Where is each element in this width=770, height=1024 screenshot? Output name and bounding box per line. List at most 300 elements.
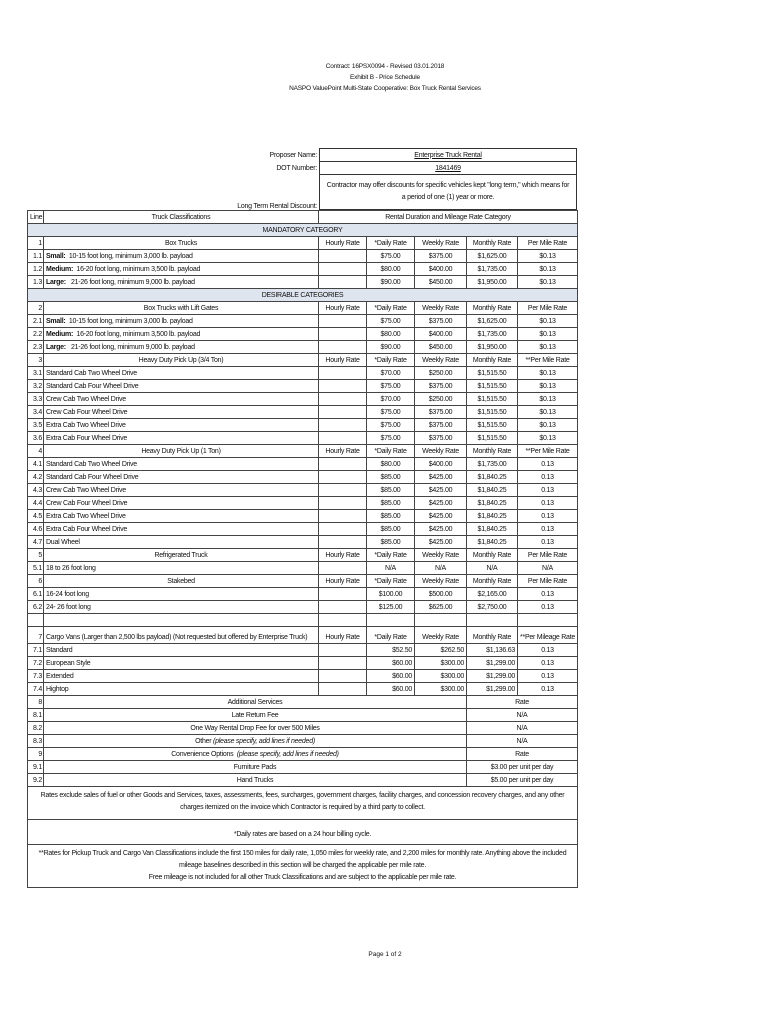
classification [44,419,319,432]
hourly-rate [319,471,367,484]
classification [44,549,319,562]
daily-rate: $80.00 [367,263,415,276]
line-number: 8.3 [28,735,44,748]
weekly-rate: Weekly Rate [415,549,467,562]
free-mileage-note: Free mileage is not included for all other Truck Classifications and are subject to the applicable per mile rate. [148,874,457,881]
classification-label: 16-24 foot long [46,590,89,598]
daily-rate: $80.00 [367,328,415,341]
line-number: 3.4 [28,406,44,419]
hourly-rate [319,588,367,601]
hourly-rate [319,458,367,471]
per-mile-rate: $0.13 [518,367,578,380]
service-description [44,748,467,761]
service-row [28,774,578,787]
line-number: 5.1 [28,562,44,575]
page-number: Page 1 of 2 [368,951,402,958]
daily-rate: $75.00 [367,419,415,432]
contract-line: Contract: 16PSX0094 - Revised 03.01.2018 [325,63,445,70]
daily-rate: $75.00 [367,250,415,263]
hourly-rate [319,657,367,670]
hourly-rate: Hourly Rate [319,237,367,250]
monthly-rate: $1,735.00 [467,263,518,276]
per-mile-rate: 0.13 [518,536,578,549]
line-number: 7 [28,627,44,644]
dot-number-value: 1841469 [320,162,577,175]
per-mile-rate: 0.13 [518,471,578,484]
line-number: 6.2 [28,601,44,614]
classification [44,445,319,458]
table-row [28,458,578,471]
line-number: 3 [28,354,44,367]
hourly-rate [319,670,367,683]
line-number: 9.1 [28,761,44,774]
monthly-rate: Monthly Rate [467,302,518,315]
service-description [44,696,467,709]
table-row [28,683,578,696]
hourly-rate [319,406,367,419]
hourly-rate [319,393,367,406]
monthly-rate: $1,625.00 [467,315,518,328]
monthly-rate: $1,840.25 [467,497,518,510]
daily-rate: $70.00 [367,393,415,406]
service-rate: N/A [467,709,578,722]
classification [44,302,319,315]
hourly-rate: Hourly Rate [319,627,367,644]
line-number: 5 [28,549,44,562]
hourly-rate: Hourly Rate [319,549,367,562]
per-mile-rate: 0.13 [518,510,578,523]
classification-label: 16-20 foot long, minimum 3,500 lb. payload [73,265,201,273]
line-number: 4.7 [28,536,44,549]
hourly-rate [319,510,367,523]
group-header-row [28,549,578,562]
daily-rate: *Daily Rate [367,549,415,562]
hourly-rate: Hourly Rate [319,445,367,458]
monthly-rate: N/A [467,562,518,575]
monthly-rate: Monthly Rate [467,445,518,458]
table-row [28,432,578,445]
classification-label: 18 to 26 foot long [46,564,96,572]
daily-rate: $52.50 [367,644,415,657]
proposer-name-label: Proposer Name: [269,151,317,159]
daily-rate: $85.00 [367,510,415,523]
size-label: Small: [46,252,66,260]
daily-rate: $60.00 [367,683,415,696]
classification [44,315,319,328]
table-row [28,601,578,614]
classification [44,471,319,484]
line-number: 6.1 [28,588,44,601]
line-number: 7.2 [28,657,44,670]
table-row [28,670,578,683]
line-number: 1.1 [28,250,44,263]
group-header-row [28,575,578,588]
line-number: 3.1 [28,367,44,380]
classification-label: Crew Cab Four Wheel Drive [46,499,128,507]
weekly-rate: Weekly Rate [415,354,467,367]
per-mile-rate: $0.13 [518,406,578,419]
line-number: 8 [28,696,44,709]
classification-label: 10-15 foot long, minimum 3,000 lb. payload [65,252,193,260]
per-mile-rate: 0.13 [518,458,578,471]
daily-rate: $80.00 [367,458,415,471]
weekly-rate: $375.00 [415,380,467,393]
daily-rate: $85.00 [367,536,415,549]
hourly-rate [319,341,367,354]
classification [44,657,319,670]
daily-rate: *Daily Rate [367,354,415,367]
service-description [44,735,467,748]
classification-label: Hightop [46,685,69,693]
service-label: Additional Services [227,698,283,706]
monthly-rate: Monthly Rate [467,354,518,367]
line-number: 2.3 [28,341,44,354]
weekly-rate: $425.00 [415,497,467,510]
classification [44,237,319,250]
classification [44,276,319,289]
per-mile-rate: 0.13 [518,497,578,510]
hourly-rate [319,484,367,497]
hourly-rate [319,315,367,328]
per-mile-rate: **Per Mileage Rate [518,627,578,644]
document-header [0,61,770,94]
table-row [28,562,578,575]
group-header-row [28,237,578,250]
per-mile-rate: **Per Mile Rate [518,354,578,367]
table-row [28,276,578,289]
classification-label: Crew Cab Two Wheel Drive [46,486,126,494]
table-row [28,588,578,601]
service-row [28,722,578,735]
weekly-rate: $425.00 [415,484,467,497]
per-mile-rate: 0.13 [518,601,578,614]
table-row [28,367,578,380]
service-row [28,735,578,748]
table-row [28,341,578,354]
hourly-rate [319,562,367,575]
classification [44,536,319,549]
weekly-rate: $375.00 [415,432,467,445]
classification [44,644,319,657]
per-mile-rate: Per Mile Rate [518,575,578,588]
per-mile-rate: **Per Mile Rate [518,445,578,458]
daily-rate: $90.00 [367,276,415,289]
size-label: Small: [46,317,66,325]
table-header-row [28,211,578,224]
daily-rate: $85.00 [367,523,415,536]
per-mile-rate: $0.13 [518,328,578,341]
line-number: 6 [28,575,44,588]
group-header-row [28,302,578,315]
weekly-rate: $425.00 [415,536,467,549]
weekly-rate: Weekly Rate [415,575,467,588]
classification [44,393,319,406]
service-description [44,722,467,735]
note-row [28,820,578,845]
classification [44,341,319,354]
table-row [28,497,578,510]
table-row [28,484,578,497]
line-number: 3.2 [28,380,44,393]
daily-rate: $85.00 [367,484,415,497]
table-row [28,250,578,263]
hourly-rate: Hourly Rate [319,302,367,315]
monthly-rate: $1,625.00 [467,250,518,263]
category-label: DESIRABLE CATEGORIES [28,289,578,302]
category-row [28,224,578,237]
table-row [28,510,578,523]
line-number: 4.5 [28,510,44,523]
mileage-note [28,845,578,888]
per-mile-rate: Per Mile Rate [518,302,578,315]
service-note: (please specify, add lines if needed) [236,750,339,758]
classification [44,432,319,445]
monthly-rate: $1,299.00 [467,657,518,670]
monthly-rate: $1,299.00 [467,683,518,696]
classification-label: Box Trucks with Lift Gates [143,304,219,312]
monthly-rate: $1,840.25 [467,523,518,536]
header-rental-duration: Rental Duration and Mileage Rate Category [319,211,578,224]
service-label: Other [195,737,214,745]
empty-cell [44,614,319,627]
weekly-rate: $300.00 [415,657,467,670]
per-mile-rate: $0.13 [518,315,578,328]
classification [44,458,319,471]
note-row [28,787,578,820]
table-row [28,393,578,406]
weekly-rate: $262.50 [415,644,467,657]
service-label: Convenience Options [171,750,237,758]
hourly-rate [319,419,367,432]
daily-rate: N/A [367,562,415,575]
service-rate: $5.00 per unit per day [467,774,578,787]
classification [44,601,319,614]
size-label: Medium: [46,265,74,273]
service-label: Hand Trucks [236,776,274,784]
per-mile-rate: 0.13 [518,657,578,670]
classification-label: Extended [46,672,74,680]
table-row [28,644,578,657]
empty-cell [467,614,518,627]
size-label: Medium: [46,330,74,338]
per-mile-rate: 0.13 [518,484,578,497]
monthly-rate: Monthly Rate [467,237,518,250]
line-number: 1 [28,237,44,250]
monthly-rate: $1,136.63 [467,644,518,657]
service-row [28,696,578,709]
classification [44,575,319,588]
monthly-rate: $2,750.00 [467,601,518,614]
classification-label: Standard [46,646,73,654]
per-mile-rate: 0.13 [518,588,578,601]
monthly-rate: $1,840.25 [467,484,518,497]
monthly-rate: $1,950.00 [467,276,518,289]
service-label: Furniture Pads [233,763,277,771]
monthly-rate: Monthly Rate [467,627,518,644]
line-number: 9.2 [28,774,44,787]
classification-label: Refrigerated Truck [154,551,208,559]
monthly-rate: $1,735.00 [467,458,518,471]
weekly-rate: $400.00 [415,328,467,341]
header-classification: Truck Classifications [44,211,319,224]
line-number: 2 [28,302,44,315]
per-mile-rate: $0.13 [518,250,578,263]
daily-rate: $75.00 [367,315,415,328]
category-label: MANDATORY CATEGORY [28,224,578,237]
table-row [28,471,578,484]
daily-rate: $60.00 [367,670,415,683]
daily-rate: *Daily Rate [367,627,415,644]
mileage-baseline-note: **Rates for Pickup Truck and Cargo Van Classifications include the first 150 miles for daily rate, 1,050 miles for weekly rate, and 2,200 miles for monthly rate. Anything above the included mileage baselines described in this section will be charged the applicable per mile rate. [38,850,567,869]
weekly-rate: $425.00 [415,471,467,484]
monthly-rate: $1,515.50 [467,432,518,445]
hourly-rate: Hourly Rate [319,575,367,588]
empty-cell [367,614,415,627]
service-rate: $3.00 per unit per day [467,761,578,774]
hourly-rate [319,432,367,445]
line-number: 7.1 [28,644,44,657]
monthly-rate: $1,515.50 [467,367,518,380]
classification [44,367,319,380]
line-number: 3.6 [28,432,44,445]
weekly-rate: $400.00 [415,263,467,276]
group-header-row [28,354,578,367]
service-rate: N/A [467,722,578,735]
classification-label: Standard Cab Four Wheel Drive [46,382,139,390]
weekly-rate: $450.00 [415,341,467,354]
hourly-rate [319,263,367,276]
classification-label: Heavy Duty Pick Up (1 Ton) [141,447,221,455]
daily-rate: $85.00 [367,471,415,484]
classification [44,683,319,696]
daily-rate: $90.00 [367,341,415,354]
service-label: Late Return Fee [231,711,279,719]
classification [44,354,319,367]
weekly-rate: $450.00 [415,276,467,289]
line-number: 8.1 [28,709,44,722]
service-rate: N/A [467,735,578,748]
classification [44,328,319,341]
per-mile-rate: $0.13 [518,263,578,276]
classification-label: Extra Cab Two Wheel Drive [46,421,126,429]
hourly-rate [319,328,367,341]
line-number: 1.2 [28,263,44,276]
classification-label: Heavy Duty Pick Up (3/4 Ton) [138,356,224,364]
cooperative-line: NASPO ValuePoint Multi-State Cooperative: Box Truck Rental Services [289,85,481,92]
daily-rate: *Daily Rate [367,302,415,315]
classification-label: Standard Cab Two Wheel Drive [46,369,137,377]
weekly-rate: Weekly Rate [415,302,467,315]
weekly-rate: $425.00 [415,510,467,523]
weekly-rate: $375.00 [415,419,467,432]
monthly-rate: $1,515.50 [467,406,518,419]
line-number: 1.3 [28,276,44,289]
weekly-rate: $425.00 [415,523,467,536]
weekly-rate: Weekly Rate [415,627,467,644]
classification [44,510,319,523]
service-note: (please specify, add lines if needed) [213,737,315,745]
hourly-rate [319,380,367,393]
blank-row [28,614,578,627]
note-row [28,845,578,888]
empty-cell [415,614,467,627]
line-number: 2.2 [28,328,44,341]
per-mile-rate: 0.13 [518,644,578,657]
classification-label: Standard Cab Four Wheel Drive [46,473,139,481]
hourly-rate [319,644,367,657]
table-row [28,657,578,670]
daily-rate: $125.00 [367,601,415,614]
table-row [28,523,578,536]
hourly-rate [319,683,367,696]
hourly-rate [319,601,367,614]
table-row [28,536,578,549]
empty-cell [518,614,578,627]
daily-rate: $75.00 [367,380,415,393]
hourly-rate [319,523,367,536]
daily-rate: $100.00 [367,588,415,601]
weekly-rate: Weekly Rate [415,445,467,458]
classification-label: Cargo Vans (Larger than 2,500 lbs payload) (Not requested but offered by Enterprise Truck) [46,634,308,641]
exhibit-line: Exhibit B - Price Schedule [350,74,420,81]
weekly-rate: $375.00 [415,406,467,419]
per-mile-rate: 0.13 [518,683,578,696]
line-number: 7.4 [28,683,44,696]
service-row [28,761,578,774]
weekly-rate: $300.00 [415,683,467,696]
monthly-rate: $1,950.00 [467,341,518,354]
daily-rate: $70.00 [367,367,415,380]
table-row [28,263,578,276]
monthly-rate: $1,840.25 [467,471,518,484]
line-number: 4.4 [28,497,44,510]
proposer-name-value: Enterprise Truck Rental [320,149,577,162]
dot-number-label: DOT Number: [276,164,317,172]
service-row [28,709,578,722]
monthly-rate: $2,165.00 [467,588,518,601]
per-mile-rate: $0.13 [518,341,578,354]
monthly-rate: $1,515.50 [467,393,518,406]
classification [44,380,319,393]
classification [44,523,319,536]
monthly-rate: $1,840.25 [467,510,518,523]
daily-rate: $85.00 [367,497,415,510]
proposer-info [27,148,577,210]
classification-label: Crew Cab Four Wheel Drive [46,408,128,416]
classification [44,406,319,419]
table-row [28,406,578,419]
line-number: 4.3 [28,484,44,497]
classification-label: Dual Wheel [46,538,80,546]
classification [44,250,319,263]
monthly-rate: Monthly Rate [467,575,518,588]
per-mile-rate: $0.13 [518,432,578,445]
service-description [44,774,467,787]
classification-label: Standard Cab Two Wheel Drive [46,460,137,468]
category-row [28,289,578,302]
classification [44,263,319,276]
line-number: 4.1 [28,458,44,471]
line-number: 8.2 [28,722,44,735]
weekly-rate: $375.00 [415,250,467,263]
daily-rate: *Daily Rate [367,237,415,250]
table-row [28,328,578,341]
weekly-rate: $500.00 [415,588,467,601]
group-header-row [28,627,578,644]
per-mile-rate: Per Mile Rate [518,549,578,562]
weekly-rate: N/A [415,562,467,575]
classification-label: 16-20 foot long, minimum 3,500 lb. payload [73,330,201,338]
